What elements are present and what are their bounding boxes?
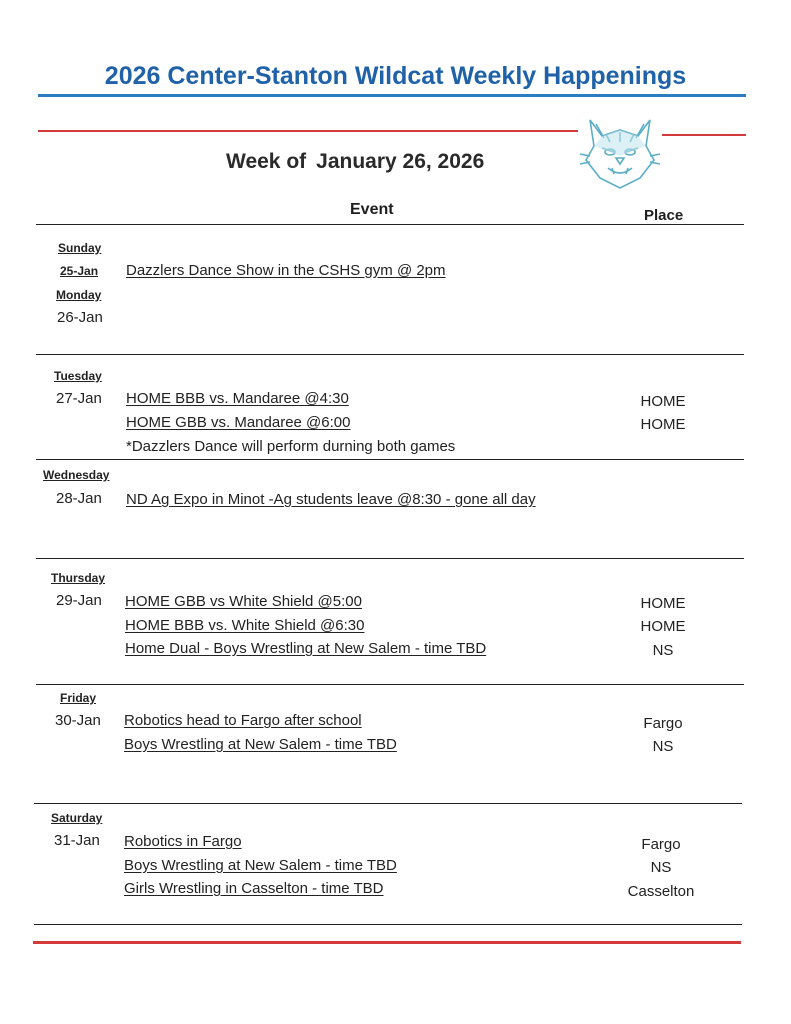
section-divider [36,558,744,559]
event-place: Casselton [627,883,695,900]
event-item: Boys Wrestling at New Salem - time TBD [124,857,397,874]
wildcat-logo-icon [576,112,664,192]
column-header-place: Place [644,207,684,224]
section-divider [34,924,742,925]
event-place: NS [652,642,674,659]
day-label-saturday: Saturday [51,811,103,825]
event-place: Fargo [641,836,681,853]
event-place: Fargo [643,715,683,732]
event-place: NS [650,859,672,876]
week-date: January 26, 2026 [316,150,485,173]
day-label-tuesday: Tuesday [54,369,102,383]
footer-divider-red [33,941,741,944]
date-tuesday: 27-Jan [56,390,102,407]
event-item: Girls Wrestling in Casselton - time TBD [124,880,384,897]
title-underline-blue [38,94,746,97]
date-sunday: 25-Jan [60,264,99,278]
day-label-friday: Friday [60,691,97,705]
section-divider [36,354,744,355]
date-saturday: 31-Jan [54,832,100,849]
page-title: 2026 Center-Stanton Wildcat Weekly Happenings [104,62,687,90]
event-place: HOME [640,618,686,635]
event-item: Robotics head to Fargo after school [124,712,362,729]
week-heading [226,150,484,174]
event-place: HOME [640,595,686,612]
section-divider [34,803,742,804]
event-item: HOME BBB vs. Mandaree @4:30 [126,390,349,407]
event-item: Dazzlers Dance Show in the CSHS gym @ 2pm [126,262,446,279]
event-place: NS [652,738,674,755]
event-place: HOME [640,416,686,433]
header-divider-red-right [662,134,746,136]
date-thursday: 29-Jan [56,592,102,609]
day-label-thursday: Thursday [51,571,106,585]
column-header-event: Event [350,201,394,218]
day-label-wednesday: Wednesday [43,468,110,482]
header-divider-red-left [38,130,578,132]
event-item: Home Dual - Boys Wrestling at New Salem - time TBD [125,640,487,657]
table-header-rule [36,224,744,225]
date-monday: 26-Jan [57,309,103,326]
section-divider [36,459,744,460]
event-item: HOME GBB vs. Mandaree @6:00 [126,414,351,431]
event-item: HOME GBB vs White Shield @5:00 [125,593,362,610]
date-friday: 30-Jan [55,712,101,729]
date-wednesday: 28-Jan [56,490,102,507]
event-item: Boys Wrestling at New Salem - time TBD [124,736,397,753]
week-label: Week of [226,150,307,173]
event-item: HOME BBB vs. White Shield @6:30 [125,617,365,634]
event-item: ND Ag Expo in Minot -Ag students leave @8:30 - gone all day [126,491,536,508]
event-item: Robotics in Fargo [124,833,242,850]
day-label-monday: Monday [56,288,102,302]
event-place: HOME [640,393,686,410]
day-label-sunday: Sunday [58,241,102,255]
event-note: *Dazzlers Dance will perform durning both games [126,438,456,455]
section-divider [36,684,744,685]
